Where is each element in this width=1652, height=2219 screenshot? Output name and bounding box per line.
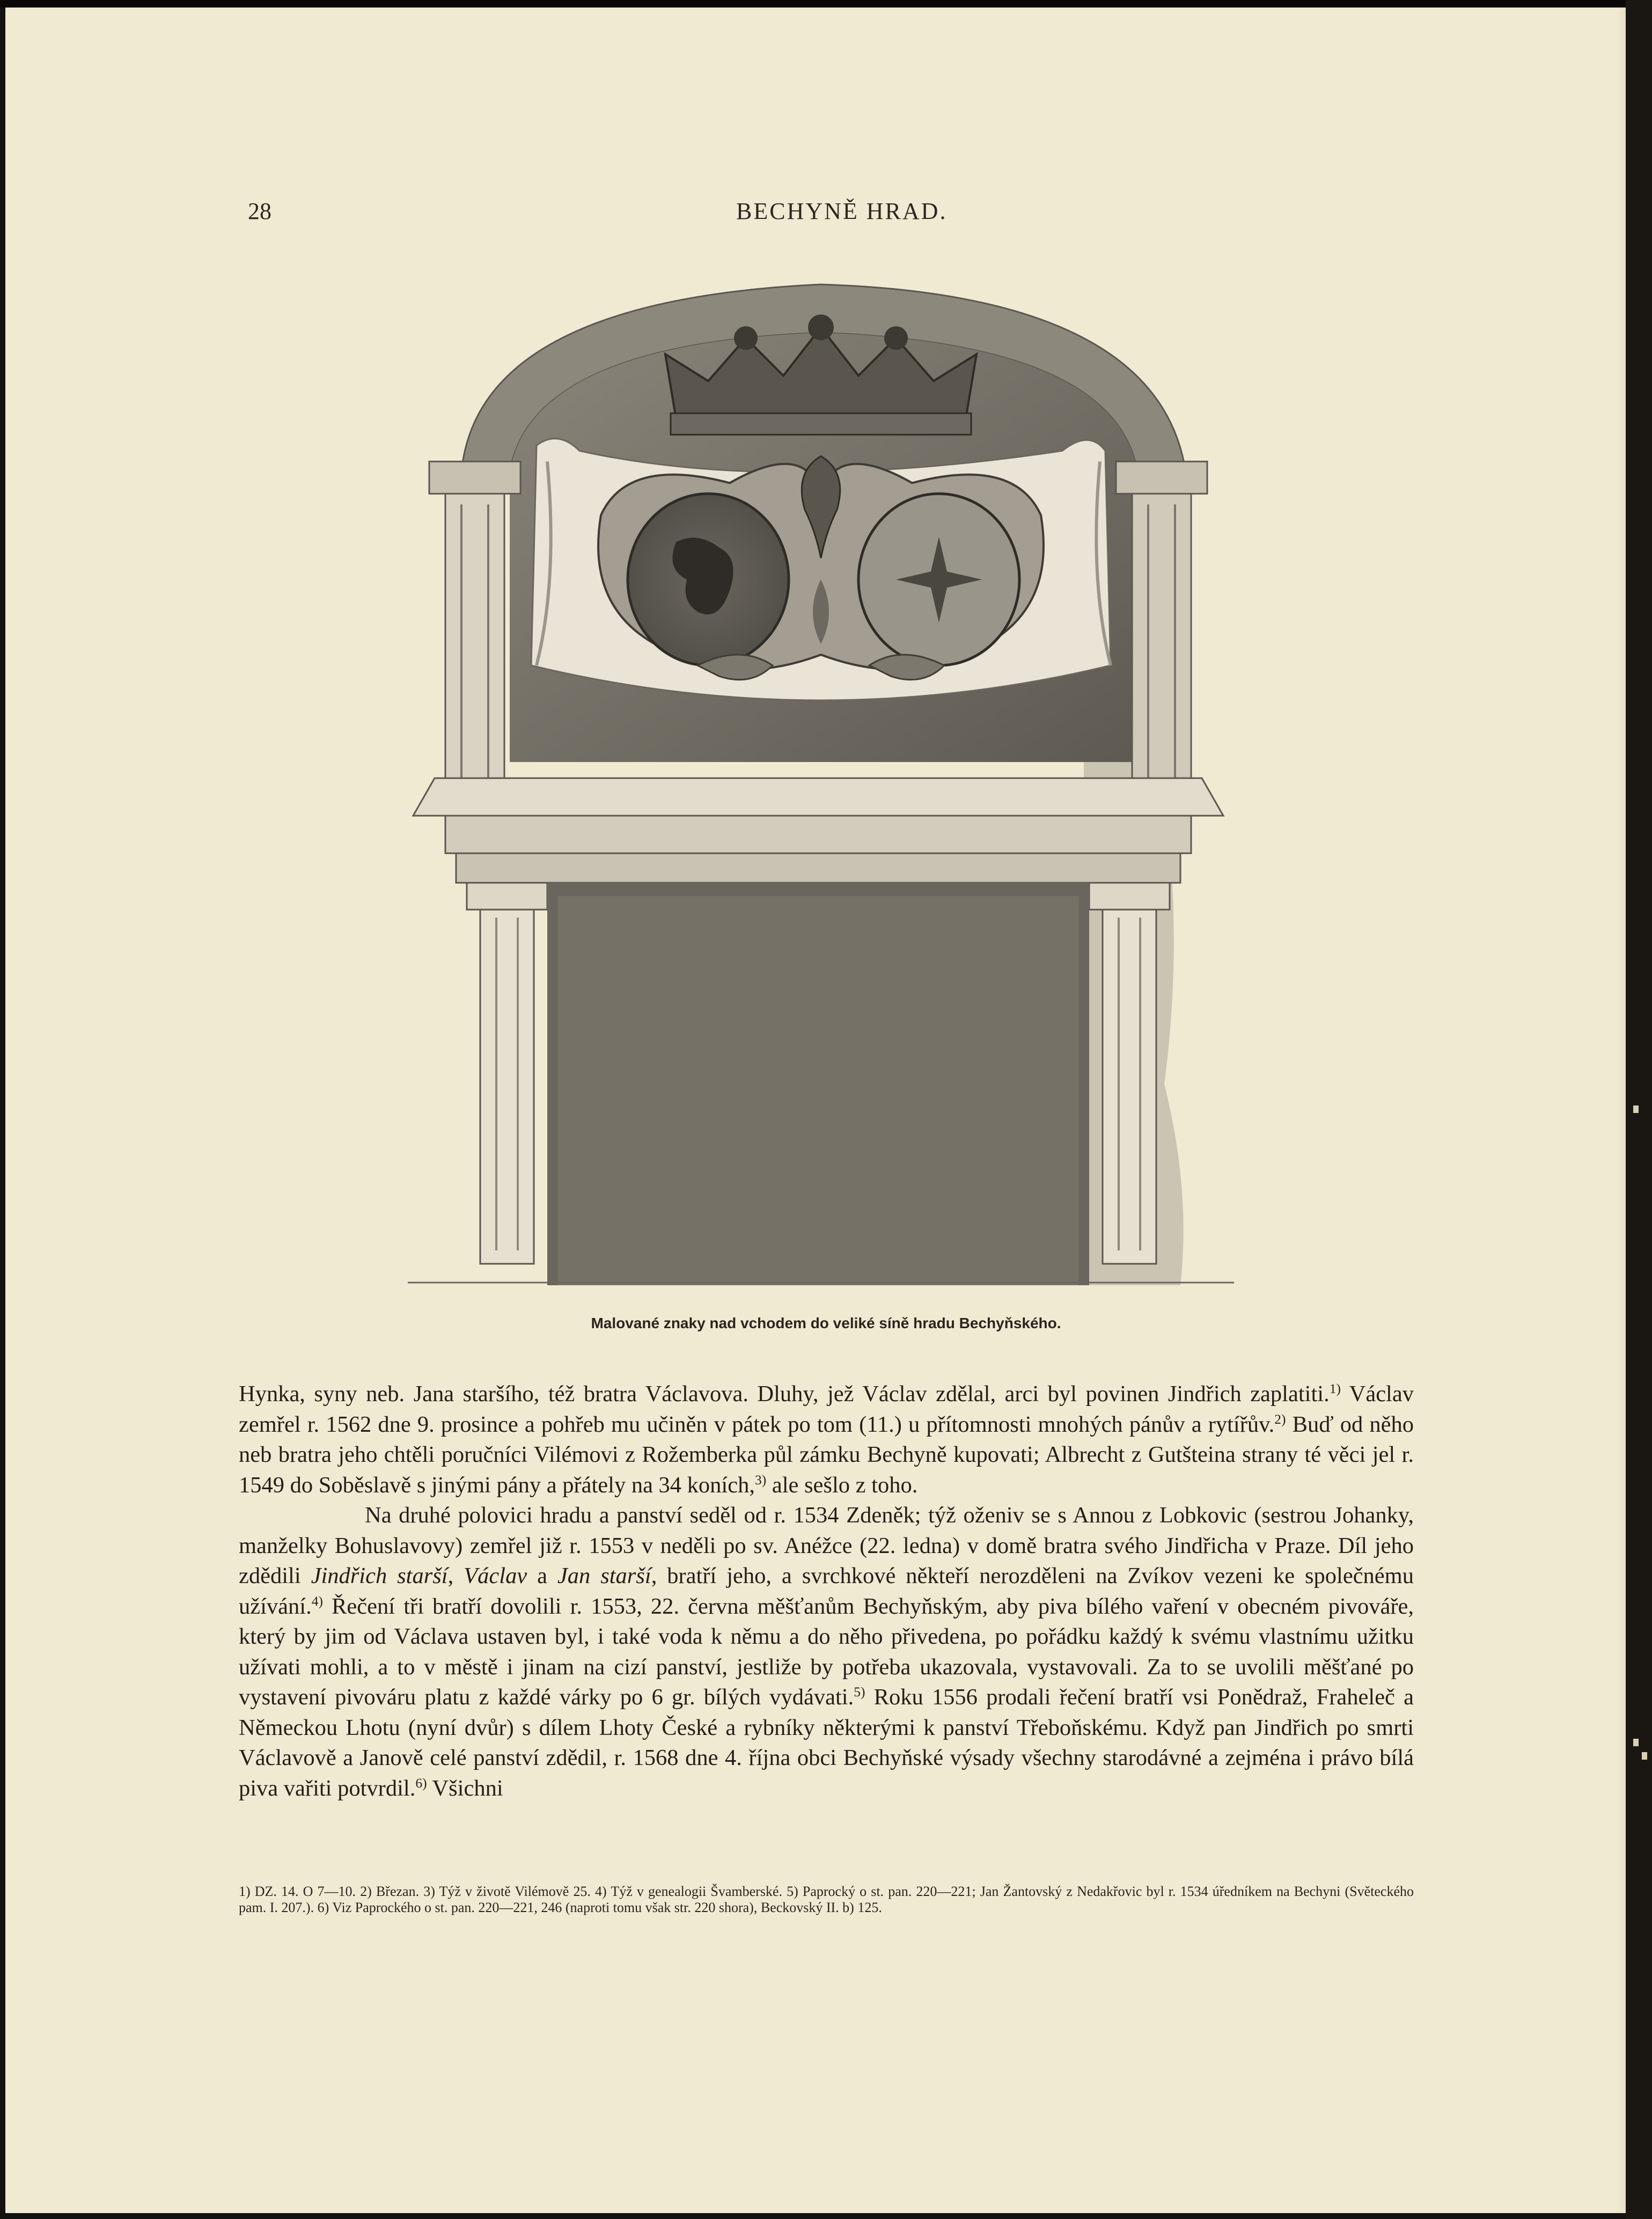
spine-mark [1633,1105,1639,1113]
text-span: Buď od něho neb bratra jeho chtěli poručníci Vilémovi z Rožemberka půl zámku Bechyně kupovati; Albrecht z Gutšteina strany té věci jel r. 1549 do Soběslavě s jinými pány a přátely na 34 koních, [239,1411,1414,1498]
text-span: Na druhé polovici hradu a panství seděl od r. 1534 Zdeněk; týž oženiv se s Annou z Lobkovic (sestrou Johanky, manželky Bohuslavovy) zemřel již r. 1553 v neděli po sv. Anéžce (22. ledna) v domě bratra svého Jindřicha v Praze. Díl jeho zdědili [239,1503,1414,1588]
running-title: BECHYNĚ HRAD. [736,198,948,224]
footnote-ref: 6) [415,1775,427,1791]
footnote-ref: 3) [754,1471,767,1488]
page-number: 28 [248,198,271,224]
footnotes: 1) DZ. 14. O 7—10. 2) Březan. 3) Týž v životě Vilémově 25. 4) Týž v genealogii Švamberské. 5) Paprocký o st. pan. 220—221; Jan Žantovský z Nedakřovic byl r. 1534 úředníkem na Bechyni (Světeckého pam. I. 207.). 6) Viz Paprockého o st. pan. 220—221, 246 (naproti tomu však str. 220 shora), Beckovský II. b) 125. [239,1884,1414,1915]
paragraph-1 [239,1379,1414,1500]
text-span: , bratří jeho, a svrchkové někteří nerozděleni na Zvíkov vezeni ke společnému užívání. [239,1563,1414,1619]
footnote-ref: 4) [311,1593,323,1609]
spine-mark [1633,1739,1639,1746]
spine-mark [1642,1752,1647,1760]
footnote-ref: 5) [854,1683,865,1700]
footnote-ref: 2) [1274,1411,1286,1427]
text-span: a [527,1563,557,1588]
italic-name: Jan starší [557,1563,651,1588]
scan-border-top [0,0,1652,8]
illustration-fireplace-coat-of-arms [397,279,1239,1288]
text-span: Hynka, syny neb. Jana staršího, též bratra Václavova. Dluhy, jež Václav zdělal, arci byl povinen Jindřich zaplatiti. [239,1381,1330,1407]
text-span: Václav zemřel r. 1562 dne 9. prosince a pohřeb mu učiněn v pátek po tom (11.) u přítomnosti mnohých pánův a rytířův. [239,1381,1414,1437]
text-span: Řečení tři bratří dovolili r. 1553, 22. června měšťanům Bechyňským, aby piva bílého vaření v obecném pivováře, který by jim od Václava ustaven byl, i také voda k němu a do něho přivedena, po pořádku každý k svému vlastnímu užitku užívati mohli, a to v městě i jinam na cizí panství, jestliže by potřeba ukazovala, vystavovali. Za to se uvolili měšťané po vystavení pivováru platu z každé várky po 6 gr. bílých vydávati. [239,1593,1414,1710]
text-span: Roku 1556 prodali řečení bratří vsi Ponědraž, Fraheleč a Německou Lhotu (nyní dvůr) s dílem Lhoty České a rybníky některými k panství Třeboňskému. Když pan Jindřich po smrti Václavově a Janově celé panství zdědil, r. 1568 dne 4. října obci Bechyňské výsady všechny starodávné a zejména i právo bílá piva vařiti potvrdil. [239,1685,1414,1801]
figure-caption: Malované znaky nad vchodem do veliké síně hradu Bechyňského. [591,1315,1061,1331]
italic-name: Václav [464,1563,527,1588]
paragraph-2 [239,1500,1414,1804]
book-spine-edge [1626,0,1652,2219]
italic-name: Jindřich starší [311,1563,448,1588]
text-span: ale sešlo z toho. [766,1472,918,1498]
footnote-ref: 1) [1329,1380,1341,1396]
body-text [239,1379,1414,1804]
text-span: , [447,1563,464,1588]
text-span: Všichni [427,1775,503,1801]
